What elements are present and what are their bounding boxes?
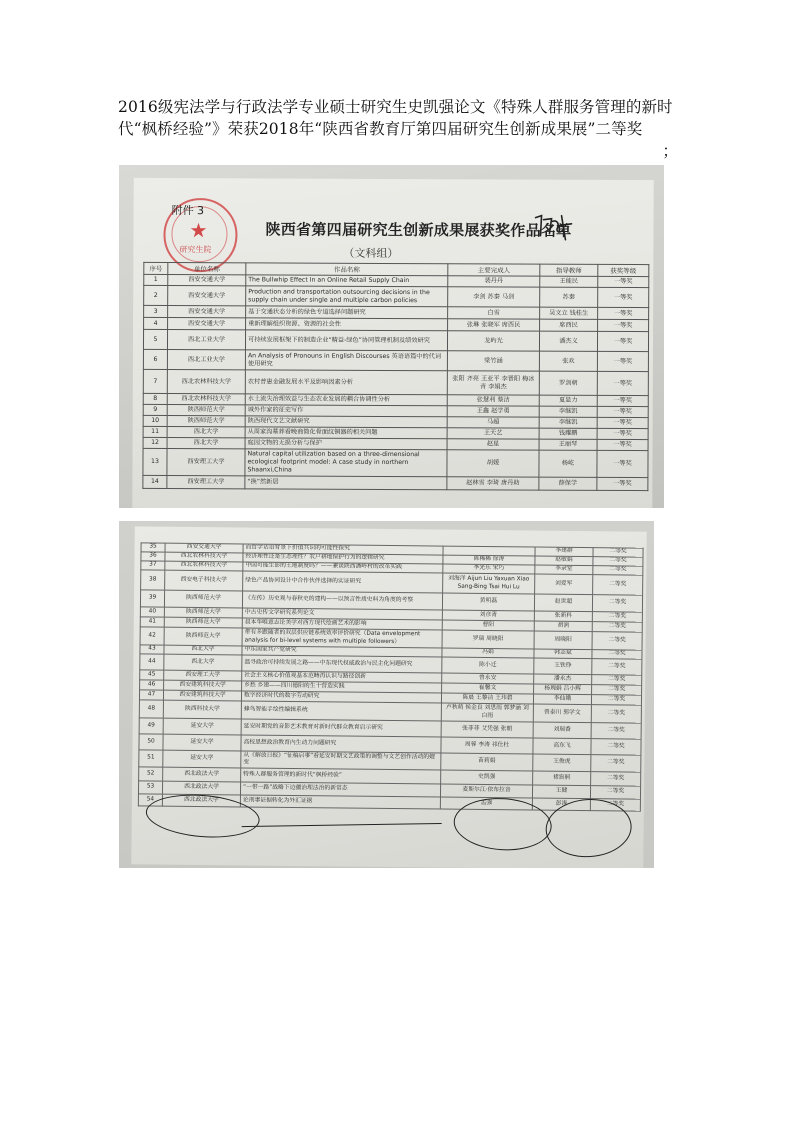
award-table-first-prize (142, 262, 649, 491)
cell-unit: 陕西师范大学 (164, 627, 242, 646)
cell-award: 二等奖 (591, 695, 641, 706)
appendix-label: 附件 3 (171, 204, 205, 218)
cell-authors: 罗瑞 周晓阳 (442, 630, 534, 649)
cell-unit: 西北农林科技大学 (165, 552, 243, 562)
cell-teacher: 赵世超 (534, 594, 592, 612)
cell-no: 52 (139, 767, 163, 781)
cell-no: 38 (141, 570, 165, 590)
cell-award: 二等奖 (593, 575, 643, 596)
cell-award: 二等奖 (593, 566, 643, 576)
table-body (143, 274, 649, 490)
cell-no: 8 (143, 393, 167, 404)
cell-authors: 李光乐 宋巧 (443, 564, 535, 574)
cell-authors: 陈稀稀 徐涛 (443, 555, 535, 565)
cell-award: 一等奖 (597, 477, 648, 490)
table-row (143, 369, 648, 395)
cell-teacher: 罗剑朝 (539, 371, 597, 395)
cell-teacher: 张新科 (534, 611, 592, 622)
cell-unit: 西安理工大学 (164, 670, 242, 681)
cell-authors: 史凯强 (441, 770, 533, 785)
header-award: 获奖等级 (598, 264, 649, 276)
cell-award: 二等奖 (593, 548, 643, 558)
cell-teacher: 苏秦 (540, 287, 598, 307)
handwritten-signature-icon (531, 210, 575, 244)
cell-award: 一等奖 (598, 287, 649, 307)
cell-unit: 陕西师范大学 (167, 416, 245, 427)
cell-authors: 刘海洋 Aijun Liu Yaxuan Xiao Sang-Bing Tsai Hui Lu (443, 573, 535, 594)
cell-work: 城外作家的征史写作 (245, 405, 447, 417)
cell-award: 二等奖 (592, 650, 642, 660)
cell-work: 温寻政治可持续发展之路——中东现代权威政治与民主化问题研究 (242, 655, 442, 673)
cell-unit: 西北工业大学 (167, 330, 245, 350)
cell-work: 陕西现代文艺文献研究 (245, 416, 447, 428)
cell-award: 一等奖 (598, 307, 649, 319)
cell-teacher: 杨琬娟 吕小辉 (534, 684, 592, 695)
cell-award: 二等奖 (591, 755, 641, 773)
cell-award: 一等奖 (597, 439, 648, 450)
cell-no: 39 (140, 590, 164, 607)
cell-teacher: 李录堂 (535, 565, 593, 575)
cell-unit: 西安交通大学 (168, 306, 246, 318)
cell-unit: 西安建筑科技大学 (164, 680, 242, 691)
cell-teacher: 彭涛 (532, 798, 590, 811)
cell-no: 40 (140, 607, 164, 617)
photo-award-list-page1 (119, 165, 664, 508)
cell-work: “一带一路”战略下边疆治理法治的新常态 (240, 782, 440, 797)
cell-teacher: 席酉民 (540, 319, 598, 331)
cell-unit: 西安交通大学 (168, 286, 246, 306)
cell-no: 47 (139, 690, 163, 700)
cell-unit: 陕西师范大学 (164, 607, 242, 618)
cell-teacher: 吴文立 钱桂生 (540, 307, 598, 319)
cell-no: 48 (139, 700, 163, 718)
cell-award: 一等奖 (597, 371, 648, 395)
cell-work: 数字经济时代的数字劳动研究 (241, 691, 441, 703)
cell-unit: 西北工业大学 (167, 350, 245, 370)
cell-authors: 龙屿光 (447, 331, 539, 351)
cell-unit: 西北政法大学 (163, 767, 241, 782)
cell-authors: 崔馨文 (442, 683, 534, 694)
cell-no: 9 (143, 404, 167, 415)
cell-no: 1 (144, 274, 168, 285)
cell-no: 12 (143, 437, 167, 448)
cell-work: 叔本华唯意志论美学对西方现代绘画艺术的影响 (242, 618, 442, 630)
cell-no: 53 (138, 781, 162, 794)
cell-teacher: 高东飞 (533, 738, 591, 755)
cell-authors: 王天艺 (447, 428, 539, 439)
cell-teacher: 李继凯 (539, 406, 597, 417)
cell-no: 43 (140, 645, 164, 654)
cell-unit: 西北政法大学 (162, 781, 240, 795)
cell-work: 庭园文物的无损分析与保护 (245, 438, 447, 450)
cell-no: 44 (140, 654, 164, 670)
underline-mark (242, 823, 442, 827)
award-table-second-prize (138, 542, 644, 811)
cell-award: 一等奖 (597, 428, 648, 439)
cell-award: 一等奖 (597, 406, 648, 417)
cell-work: An Analysis of Pronouns in English Discourses 英语语篇中的代词使用研究 (245, 350, 447, 371)
table-body (138, 543, 643, 811)
cell-authors: 张菲菲 艾凭强 张朝 (441, 721, 533, 738)
cell-unit: 西安理工大学 (167, 449, 245, 476)
paper-sheet (131, 526, 647, 868)
cell-no: 10 (143, 415, 167, 426)
cell-authors: 卢秋萌 侯金良 刘思雨 郭梦涵 刘白雨 (441, 703, 533, 722)
cell-work: 社会主义核心价值观基本范畴再认识与路径创新 (242, 671, 442, 683)
cell-teacher: 王铁铮 (534, 658, 592, 675)
cell-unit: 西北农林科技大学 (167, 394, 245, 405)
cell-no: 54 (138, 794, 162, 806)
cell-teacher: 潘杰义 (539, 331, 597, 351)
cell-teacher: 王俊虎 (533, 754, 591, 772)
cell-authors: 孟强 (440, 797, 532, 810)
header-no: 序号 (144, 262, 168, 274)
cell-authors: 刘彦青 (442, 610, 534, 621)
cell-work: 从《解放日报》“征稿启事”看延安时期文艺政策的调整与文艺创作活动的嬗变 (241, 751, 441, 770)
cell-authors: 马超 (447, 417, 539, 428)
cell-award: 二等奖 (593, 557, 643, 567)
cell-award: 二等奖 (592, 632, 642, 651)
cell-work: Production and transportation outsourcing decisions in the supply chain under single and multiple carbon policies (246, 286, 448, 307)
table-row (143, 349, 648, 371)
cell-unit: 陕西师范大学 (164, 617, 242, 628)
cell-award: 二等奖 (592, 622, 642, 633)
cell-work: 水土流失治理效益与生态农业发展的耦合协调性分析 (245, 394, 447, 406)
cell-award: 一等奖 (597, 450, 648, 477)
cell-unit: 西北政法大学 (162, 794, 240, 807)
cell-authors: 白雪 (448, 307, 540, 319)
cell-teacher: 赵敏娟 (535, 556, 593, 566)
cell-award: 二等奖 (592, 595, 642, 613)
cell-authors: 赵林雪 李琦 唐丹助 (447, 477, 539, 490)
cell-award: 一等奖 (597, 395, 648, 406)
cell-unit: 西北农林科技大学 (165, 561, 243, 571)
cell-no: 13 (143, 448, 167, 475)
university-seal-icon: ★ 研究生院 (163, 198, 237, 272)
cell-work: 带有多跟随者的双层供应链系统效率评价研究（Data envelopment analysis for bi-level systems with multiple followers） (242, 628, 442, 648)
cell-work: 中国可能生影的土地制度吗？——兼谈陕西潘岭村的改革实践 (243, 562, 443, 573)
cell-no: 49 (139, 718, 163, 734)
cell-award: 一等奖 (597, 417, 648, 428)
cell-authors: 张慧利 蔡洁 (447, 395, 539, 406)
header-work: 作品名称 (246, 263, 448, 276)
cell-work: Natural capital utilization based on a three-dimensional ecological footprint model: A case study in northern Shaanxi,China (245, 449, 447, 477)
cell-no: 7 (143, 369, 167, 393)
cell-work: The Bullwhip Effect In an Online Retail Supply Chain (246, 275, 448, 287)
cell-no: 35 (141, 543, 165, 552)
cell-authors: 苗莉娟 (441, 753, 533, 771)
cell-award: 二等奖 (592, 685, 642, 696)
cell-teacher: 王能民 (540, 276, 598, 287)
cell-award: 一等奖 (598, 319, 649, 331)
list-subtitle: （文科组） (343, 246, 399, 261)
cell-award: 二等奖 (590, 799, 640, 812)
cell-authors: 赵星 (447, 439, 539, 450)
cell-work: 蜂鸟智能手绘性编辑系统 (241, 701, 441, 721)
cell-teacher: 钱耀鹏 (539, 428, 597, 439)
cell-work: 乡愁 乡建——四川德阳的生十营造实践 (242, 681, 442, 693)
cell-work: 绿色产品协同设计中合作伙伴选择的实证研究 (243, 571, 443, 593)
cell-no: 2 (144, 285, 168, 305)
header-authors: 主要完成人 (448, 264, 540, 276)
cell-work: 论刑事证据转化为外汇证据 (240, 795, 440, 809)
cell-no: 46 (140, 680, 164, 690)
table-row (143, 448, 648, 477)
cell-unit: 西安交通大学 (168, 318, 246, 330)
cell-no: 50 (139, 734, 163, 750)
cell-authors: 周蓉 李涛 祁仕杜 (441, 737, 533, 754)
cell-no: 45 (140, 670, 164, 680)
cell-teacher: 李仙娥 (533, 694, 591, 705)
cell-authors: 黄明磊 (442, 593, 534, 611)
cell-teacher: 潘永杰 (534, 674, 592, 685)
cell-authors: 麦斯尔江·依布拉音 (440, 784, 532, 798)
cell-teacher: 韩志斌 (534, 649, 592, 659)
cell-unit: 西安建筑科技大学 (163, 690, 241, 701)
cell-teacher: 薛保学 (539, 477, 597, 490)
caption (118, 96, 678, 160)
seal-text: 研究生院 (179, 245, 212, 255)
cell-teacher: 夏显力 (539, 395, 597, 406)
cell-no: 42 (140, 627, 164, 645)
cell-work: 特殊人群服务管理的新时代“枫桥经验” (241, 768, 441, 784)
cell-no: 41 (140, 617, 164, 627)
cell-unit: 西安交通大学 (168, 275, 246, 286)
cell-work: 延安时期党的音影艺术教育对新时代群众教育启示研究 (241, 719, 441, 737)
cell-teacher: 李建群 (535, 547, 593, 557)
cell-work: 农村普惠金融发展水平及影响因素分析 (245, 370, 447, 395)
cell-award: 一等奖 (598, 276, 649, 287)
cell-unit: 西北大学 (167, 438, 245, 449)
cell-authors: 王鑫 赵学勇 (447, 406, 539, 417)
caption-text: 2016级宪法学与行政法学专业硕士研究生史凯强论文《特殊人群服务管理的新时代“枫桥经验”》荣获2018年“陕西省教育厅第四届研究生创新成果展”二等奖 (118, 98, 673, 138)
cell-teacher: 李继凯 (539, 417, 597, 428)
cell-teacher: 褚宸舸 (533, 771, 591, 786)
cell-unit: 西安交通大学 (165, 543, 243, 553)
cell-no: 37 (141, 561, 165, 570)
cell-teacher: 周晓阳 (534, 631, 592, 650)
cell-authors: 张阳 齐亮 王亚平 李晋阳 梅冰青 李娟杰 (447, 371, 539, 395)
cell-unit: 西北大学 (164, 645, 242, 655)
cell-work: 从周家沟墓葬看晚商简化骨面纹铜器的相关问题 (245, 427, 447, 439)
cell-no: 51 (139, 750, 163, 767)
paper-sheet (132, 178, 653, 508)
cell-authors: 曹阳 (442, 620, 534, 631)
cell-unit: 延安大学 (163, 750, 241, 768)
cell-work: 基于交通状态分析的绿色专道选择问题研究 (246, 306, 448, 319)
cell-work: 可持续发展框架下的制造企业“精益-绿色”协同管理机制及绩效研究 (245, 330, 447, 351)
list-title: 陕西省第四届研究生创新成果展获奖作品名单 (265, 220, 572, 240)
cell-unit: 西安电子科技大学 (165, 570, 243, 591)
cell-unit: 延安大学 (163, 718, 241, 735)
photo-award-list-page2 (119, 521, 654, 868)
cell-teacher: 张欢 (539, 351, 597, 371)
cell-award: 二等奖 (590, 786, 640, 800)
cell-award: 一等奖 (597, 331, 648, 351)
cell-award: 二等奖 (592, 612, 642, 623)
cell-authors: 裴丹丹 (448, 276, 540, 287)
cell-work: 中古史传文学研究系列论文 (242, 608, 442, 620)
cell-no: 4 (144, 317, 168, 329)
cell-work: 《左传》历史观与春秋史的建构——以预言性质史料为角度的考察 (242, 591, 442, 610)
cell-unit: 西北大学 (164, 654, 242, 671)
cell-no: 36 (141, 552, 165, 561)
cell-unit: 西北农林科技大学 (167, 370, 245, 394)
cell-award: 二等奖 (591, 723, 641, 740)
cell-authors: 张琳 张晓军 席酉民 (448, 319, 540, 331)
cell-award: 二等奖 (592, 659, 642, 676)
cell-no: 14 (143, 475, 167, 488)
table-row (143, 475, 648, 490)
cell-no: 11 (143, 426, 167, 437)
caption-end-mark: ； (662, 142, 678, 160)
cell-unit: 陕西师范大学 (164, 590, 242, 608)
cell-authors: 梁竹涵 (447, 351, 539, 371)
cell-unit: 西安理工大学 (167, 476, 245, 489)
cell-authors: 胡媛 (447, 450, 539, 477)
cell-authors: 陈晨 王黎洁 王玮碧 (441, 693, 533, 704)
table-row (143, 329, 648, 351)
cell-unit: 西北大学 (167, 427, 245, 438)
cell-work: 而哲学话语背景下价值共识的可能性探究 (243, 544, 443, 555)
cell-work: 中东国家共产党研究 (242, 646, 442, 657)
cell-teacher: 王健 (532, 785, 590, 799)
cell-award: 二等奖 (591, 705, 641, 724)
cell-teacher: 刘爱军 (535, 574, 593, 595)
cell-work: 高校思想政治教育内生动力问题研究 (241, 735, 441, 753)
cell-award: 二等奖 (591, 739, 641, 756)
header-unit: 单位名称 (168, 263, 246, 275)
cell-authors: 冯娟 (442, 648, 534, 658)
cell-unit: 延安大学 (163, 734, 241, 751)
header-teacher: 指导教师 (540, 264, 598, 276)
cell-authors: 李剑 苏秦 马剑 (448, 287, 540, 307)
cell-award: 一等奖 (597, 351, 648, 371)
cell-unit: 陕西科技大学 (163, 700, 241, 719)
cell-work: 重新理解组织资源、资源的社会性 (246, 318, 448, 331)
table-row (144, 285, 649, 307)
cell-teacher: 王丽琴 (539, 439, 597, 450)
cell-work: “换”然新居 (245, 476, 447, 490)
cell-authors: 曾永安 (442, 673, 534, 684)
cell-teacher: 胡润 (534, 621, 592, 632)
cell-no: 6 (143, 349, 167, 369)
cell-work: 经济理性还是生态理性？农户耕地保护行为的逻辑研究 (243, 553, 443, 564)
cell-teacher: 刘瑞香 (533, 722, 591, 739)
cell-unit: 陕西师范大学 (167, 405, 245, 416)
cell-teacher: 杨屹 (539, 450, 597, 477)
cell-award: 二等奖 (592, 675, 642, 686)
cell-no: 3 (144, 305, 168, 317)
cell-authors: 陈小迁 (442, 657, 534, 674)
cell-no: 5 (143, 329, 167, 349)
cell-teacher: 曾泰川 郭学文 (533, 704, 591, 723)
cell-award: 二等奖 (591, 772, 641, 787)
